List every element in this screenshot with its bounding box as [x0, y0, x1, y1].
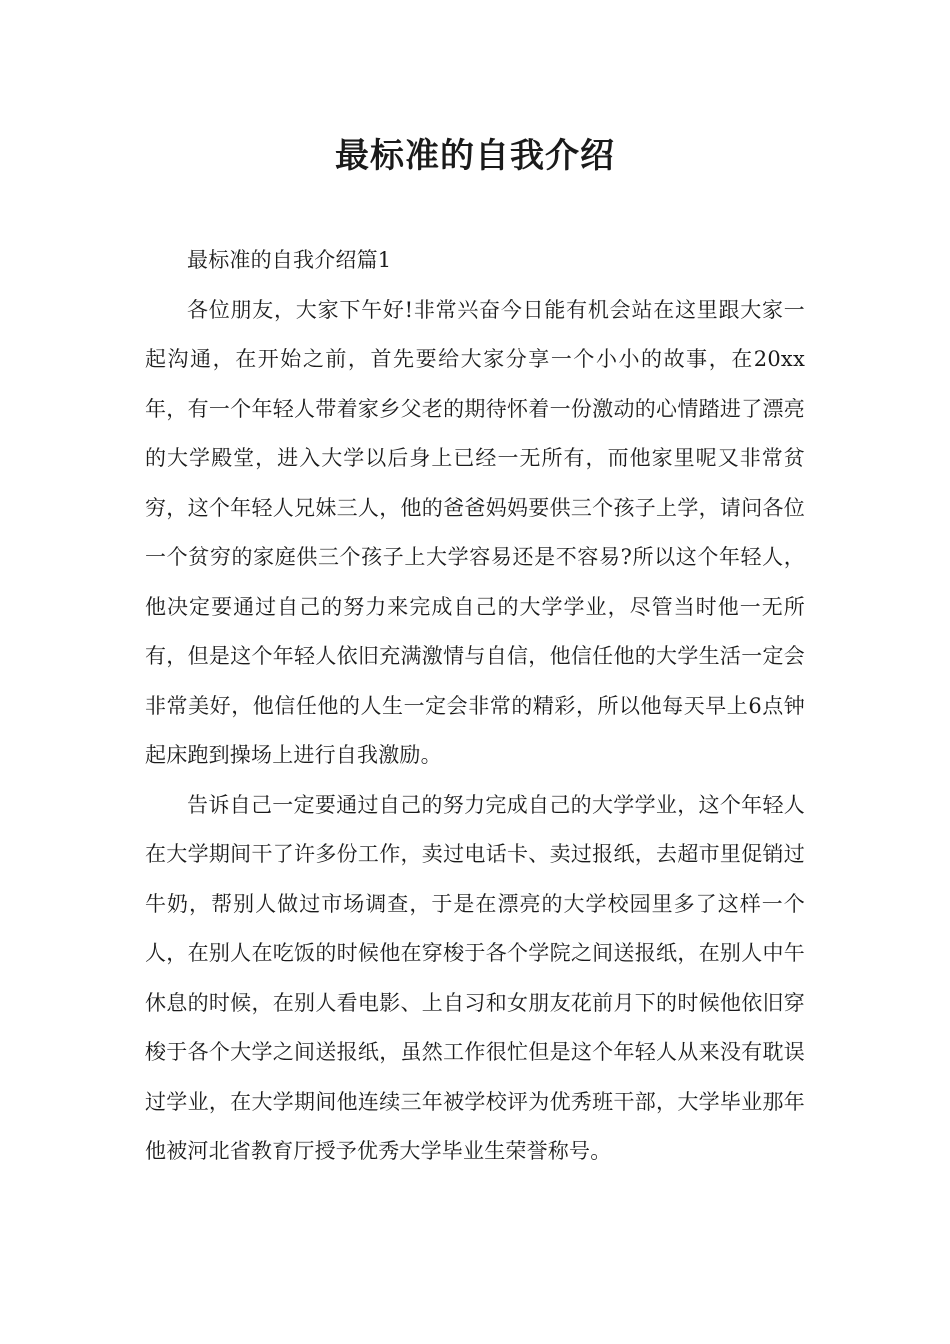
- document-title: 最标准的自我介绍: [335, 136, 615, 176]
- paragraph-1: 各位朋友，大家下午好!非常兴奋今日能有机会站在这里跟大家一起沟通，在开始之前，首先要给大家分享一个小小的故事，在20xx年，有一个年轻人带着家乡父老的期待怀着一份激动的心情踏进了漂亮的大学殿堂，进入大学以后身上已经一无所有，而他家里呢又非常贫穷，这个年轻人兄妹三人，他的爸爸妈妈要供三个孩子上学，请问各位一个贫穷的家庭供三个孩子上大学容易还是不容易?所以这个年轻人，他决定要通过自己的努力来完成自己的大学学业，尽管当时他一无所有，但是这个年轻人依旧充满激情与自信，他信任他的大学生活一定会非常美好，他信任他的人生一定会非常的精彩，所以他每天早上6点钟起床跑到操场上进行自我激励。: [145, 297, 805, 767]
- paragraph-2: 告诉自己一定要通过自己的努力完成自己的大学学业，这个年轻人在大学期间干了许多份工作，卖过电话卡、卖过报纸，去超市里促销过牛奶，帮别人做过市场调查，于是在漂亮的大学校园里多了这样一个人，在别人在吃饭的时候他在穿梭于各个学院之间送报纸，在别人中午休息的时候，在别人看电影、上自习和女朋友花前月下的时候他依旧穿梭于各个大学之间送报纸，虽然工作很忙但是这个年轻人从来没有耽误过学业，在大学期间他连续三年被学校评为优秀班干部，大学毕业那年他被河北省教育厅授予优秀大学毕业生荣誉称号。: [145, 792, 805, 1163]
- document-body: [145, 236, 805, 1177]
- section-heading: 最标准的自我介绍篇1: [187, 248, 392, 272]
